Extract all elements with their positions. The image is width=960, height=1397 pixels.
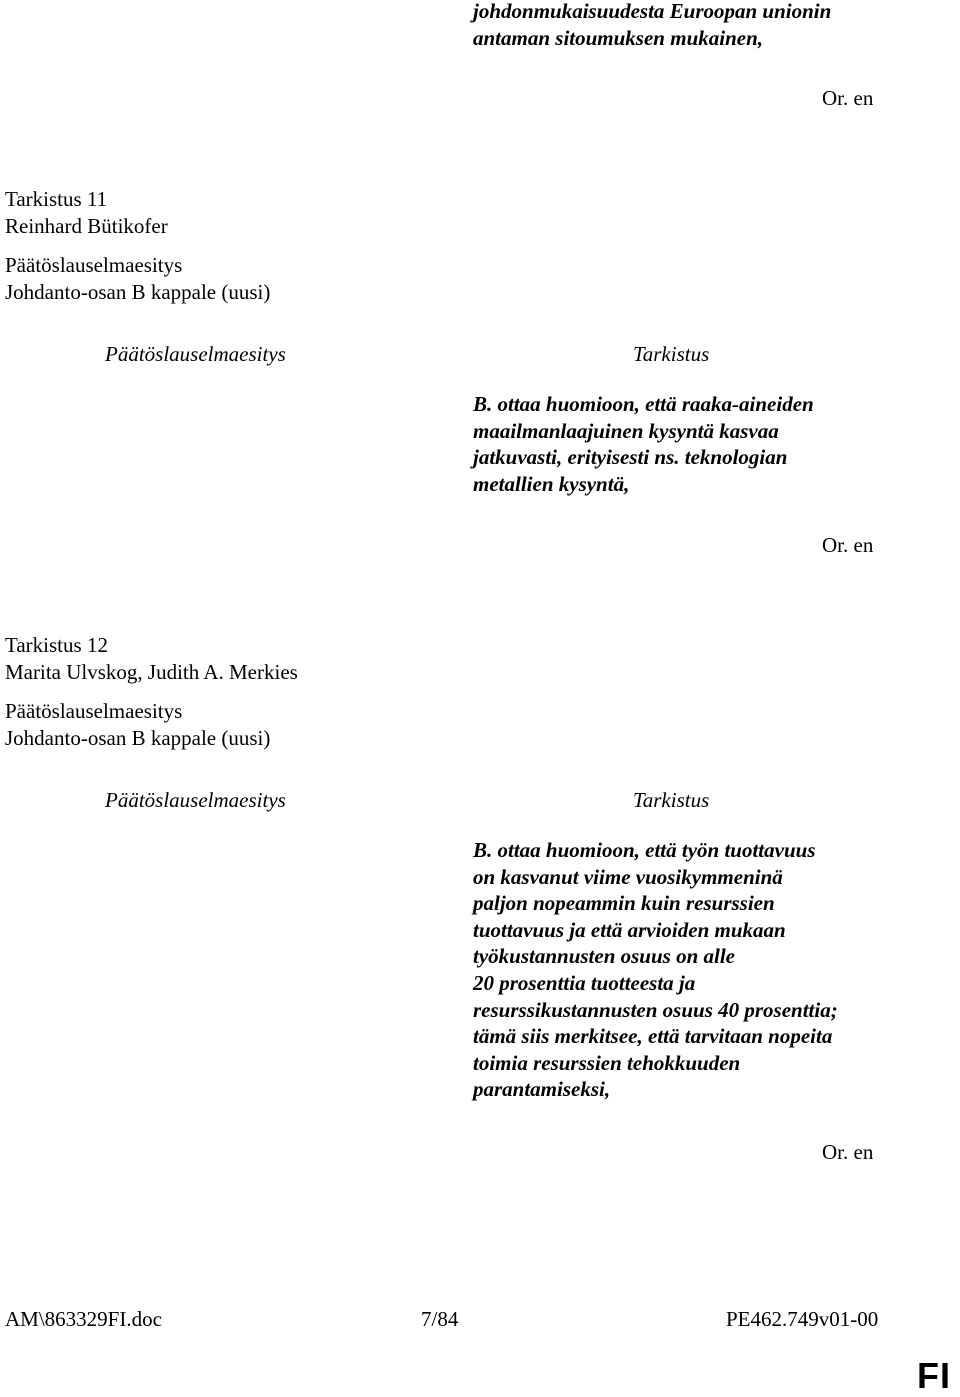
amendment-text-line: B. ottaa huomioon, että työn tuottavuus [473,838,816,862]
amendment-authors: Marita Ulvskog, Judith A. Merkies [5,659,298,684]
column-header-right: Tarkistus [633,342,710,366]
original-language-label: Or. en [822,86,874,110]
amendment-text-line: maailmanlaajuinen kysyntä kasvaa [473,418,779,443]
amendment-text-line: parantamiseksi, [473,1077,611,1102]
footer-page-number: 7/84 [421,1307,459,1331]
amendment-text-line: tämä siis merkitsee, että tarvitaan nopeita [473,1024,833,1049]
amendment-12-header [5,632,298,751]
original-language-label: Or. en [822,1140,874,1164]
continuation-line-2: antaman sitoumuksen mukainen, [473,25,764,50]
amendment-number: Tarkistus 11 [5,187,108,211]
continuation-text [473,0,831,51]
amendment-text-line: paljon nopeammin kuin resurssien [473,891,775,916]
amendment-text-line: jatkuvasti, erityisesti ns. teknologian [473,445,788,470]
column-header-left: Päätöslauselmaesitys [105,788,286,812]
amendment-text-line: toimia resurssien tehokkuuden [473,1050,741,1075]
footer-doc-ref: AM\863329FI.doc [5,1307,162,1331]
amendment-11-text [473,391,814,497]
amendment-12-text [473,837,838,1103]
amendment-text-line: 20 prosenttia tuotteesta ja [473,970,696,995]
amendment-text-line: on kasvanut viime vuosikymmeninä [473,864,783,889]
amendment-text-line: tuottavuus ja että arvioiden mukaan [473,917,786,942]
original-language-label: Or. en [822,533,874,557]
amendment-authors: Reinhard Bütikofer [5,213,168,238]
amendment-number: Tarkistus 12 [5,633,108,657]
continuation-line-1: johdonmukaisuudesta Euroopan unionin [473,0,832,23]
amendment-document: Päätöslauselmaesitys [5,699,183,724]
amendment-11-header [5,186,270,305]
amendment-text-line: B. ottaa huomioon, että raaka-aineiden [473,392,814,416]
amendment-section: Johdanto-osan B kappale (uusi) [5,725,271,750]
amendment-text-line: resurssikustannusten osuus 40 prosenttia; [473,997,838,1022]
column-header-right: Tarkistus [633,788,710,812]
amendment-document: Päätöslauselmaesitys [5,253,183,278]
amendment-section: Johdanto-osan B kappale (uusi) [5,279,271,304]
amendment-text-line: metallien kysyntä, [473,471,630,496]
column-header-left: Päätöslauselmaesitys [105,342,286,366]
footer-pe-ref: PE462.749v01-00 [726,1307,879,1331]
language-mark: FI [917,1355,951,1396]
amendment-text-line: työkustannusten osuus on alle [473,944,736,969]
